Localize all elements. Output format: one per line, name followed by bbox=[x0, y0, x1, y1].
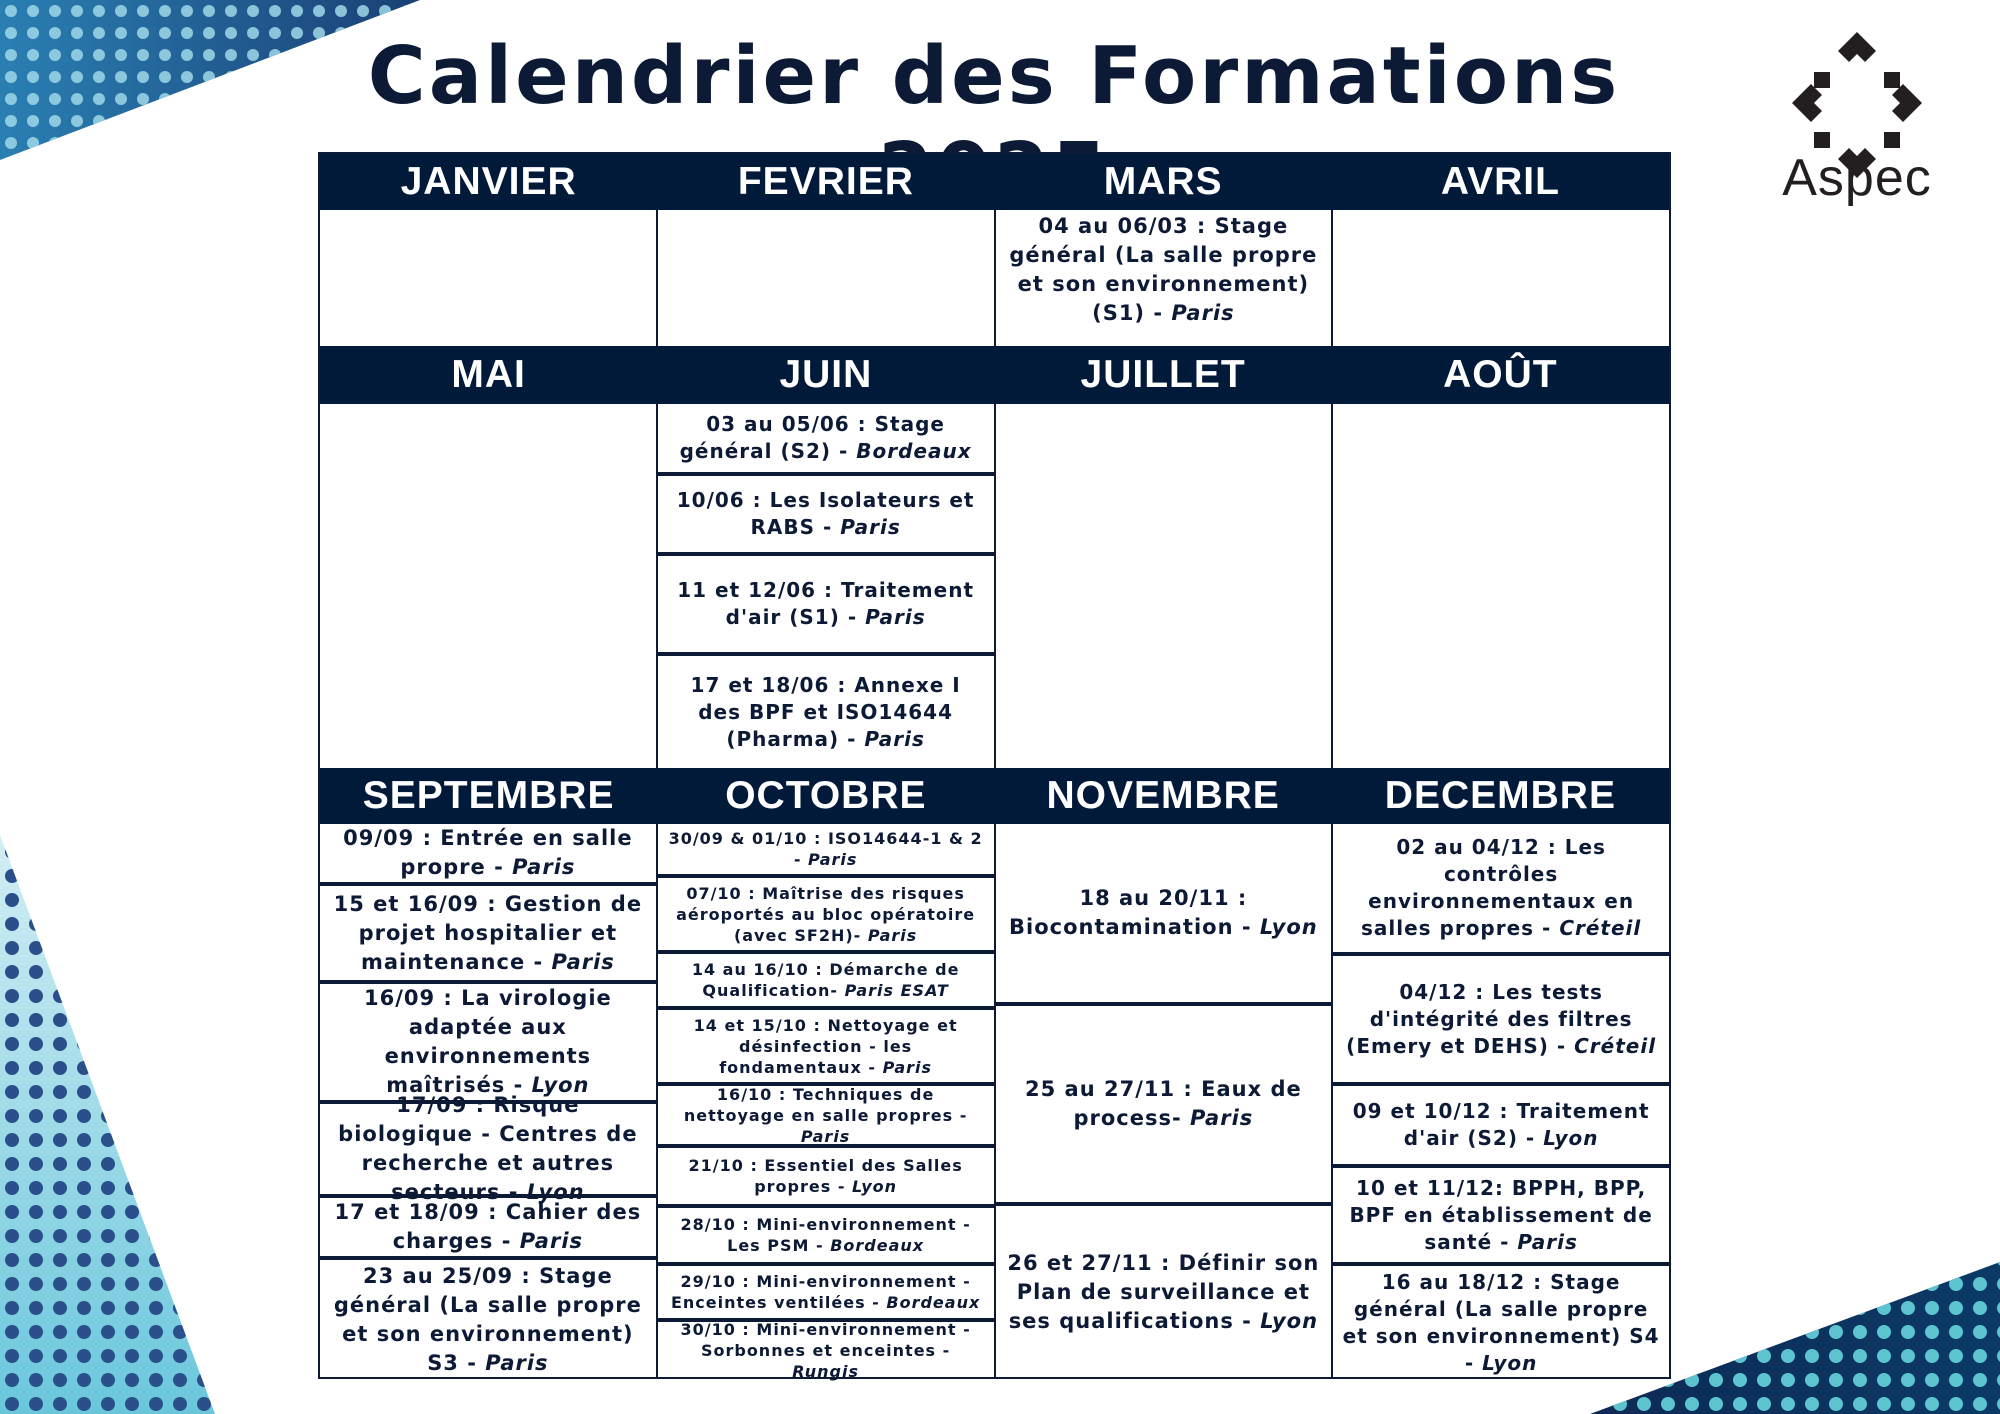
event-septembre-5: 17 et 18/09 : Cahier des charges - Paris bbox=[320, 1198, 656, 1260]
month-cell-octobre bbox=[658, 824, 996, 1379]
event-octobre-4: 14 et 15/10 : Nettoyage et désinfection - les fondamentaux - Paris bbox=[658, 1010, 994, 1086]
event-octobre-1: 30/09 & 01/10 : ISO14644-1 & 2 - Paris bbox=[658, 824, 994, 878]
month-cell-novembre bbox=[996, 824, 1334, 1379]
event-novembre-2: 25 au 27/11 : Eaux de process- Paris bbox=[996, 1006, 1332, 1206]
event-juin-4: 17 et 18/06 : Annexe I des BPF et ISO14644 (Pharma) - Paris bbox=[690, 672, 961, 751]
events-row-q1 bbox=[320, 210, 1669, 346]
month-cell-septembre bbox=[320, 824, 658, 1379]
month-cell-mars bbox=[996, 210, 1334, 346]
month-header-aout: AOÛT bbox=[1443, 353, 1558, 396]
event-octobre-5: 16/10 : Techniques de nettoyage en salle propres - Paris bbox=[658, 1086, 994, 1148]
month-header-juillet: JUILLET bbox=[1080, 353, 1246, 396]
page-title: Calendrier des Formations bbox=[367, 30, 1621, 122]
event-decembre-3: 09 et 10/12 : Traitement d'air (S2) - Lyon bbox=[1333, 1086, 1669, 1168]
month-cell-janvier bbox=[320, 210, 658, 346]
event-decembre-5: 16 au 18/12 : Stage général (La salle propre et son environnement) S4 - Lyon bbox=[1342, 1269, 1660, 1375]
bottom-left-corner-shape bbox=[0, 835, 215, 1414]
events-row-q3 bbox=[320, 824, 1669, 1379]
event-septembre-3: 16/09 : La virologie adaptée aux environnements maîtrisés - Lyon bbox=[320, 984, 656, 1104]
header-row-q1 bbox=[320, 154, 1669, 210]
month-cell-avril bbox=[1333, 210, 1669, 346]
event-octobre-6: 21/10 : Essentiel des Salles propres - Lyon bbox=[658, 1148, 994, 1208]
month-cell-aout bbox=[1333, 404, 1669, 768]
event-septembre-1: 09/09 : Entrée en salle propre - Paris bbox=[320, 824, 656, 886]
month-cell-juin bbox=[658, 404, 996, 768]
event-decembre-1: 02 au 04/12 : Les contrôles environnementaux en salles propres - Créteil bbox=[1333, 824, 1669, 956]
event-octobre-8: 29/10 : Mini-environnement - Enceintes ventilées - Bordeaux bbox=[658, 1266, 994, 1322]
event-septembre-2: 15 et 16/09 : Gestion de projet hospitalier et maintenance - Paris bbox=[320, 886, 656, 984]
event-septembre-6: 23 au 25/09 : Stage général (La salle propre et son environnement) S3 - Paris bbox=[333, 1263, 642, 1375]
event-octobre-9: 30/10 : Mini-environnement - Sorbonnes et enceintes - Rungis bbox=[680, 1320, 971, 1381]
event-mars-1: 04 au 06/03 : Stage général (La salle propre et son environnement) (S1) - Paris bbox=[1009, 214, 1318, 325]
month-cell-juillet bbox=[996, 404, 1334, 768]
month-header-novembre: NOVEMBRE bbox=[1046, 774, 1280, 817]
event-novembre-3: 26 et 27/11 : Définir son Plan de surveillance et ses qualifications - Lyon bbox=[1007, 1251, 1320, 1333]
event-novembre-1: 18 au 20/11 : Biocontamination - Lyon bbox=[996, 824, 1332, 1006]
month-header-juin: JUIN bbox=[779, 353, 873, 396]
month-header-mai: MAI bbox=[451, 353, 526, 396]
event-decembre-2: 04/12 : Les tests d'intégrité des filtres (Emery et DEHS) - Créteil bbox=[1333, 956, 1669, 1086]
month-header-avril: AVRIL bbox=[1440, 160, 1560, 203]
brand-name: Aspec bbox=[1782, 149, 1932, 207]
month-cell-mai bbox=[320, 404, 658, 768]
event-decembre-4: 10 et 11/12: BPPH, BPP, BPF en établissement de santé - Paris bbox=[1333, 1168, 1669, 1266]
event-octobre-7: 28/10 : Mini-environnement - Les PSM - Bordeaux bbox=[658, 1208, 994, 1266]
month-header-fevrier: FEVRIER bbox=[737, 160, 914, 203]
month-cell-fevrier bbox=[658, 210, 996, 346]
header-row-q3 bbox=[320, 768, 1669, 824]
header-row-q2 bbox=[320, 346, 1669, 404]
event-octobre-2: 07/10 : Maîtrise des risques aéroportés au bloc opératoire (avec SF2H)- Paris bbox=[658, 878, 994, 954]
calendar-table bbox=[318, 152, 1671, 1379]
event-octobre-3: 14 au 16/10 : Démarche de Qualification- Paris ESAT bbox=[658, 954, 994, 1010]
month-header-octobre: OCTOBRE bbox=[725, 774, 927, 817]
event-juin-1: 03 au 05/06 : Stage général (S2) - Bordeaux bbox=[658, 404, 994, 476]
event-juin-2: 10/06 : Les Isolateurs et RABS - Paris bbox=[658, 476, 994, 556]
event-septembre-4: 17/09 : Risque biologique - Centres de recherche et autres secteurs - Lyon bbox=[320, 1104, 656, 1198]
month-cell-decembre bbox=[1333, 824, 1669, 1379]
month-header-mars: MARS bbox=[1103, 160, 1223, 203]
month-header-decembre: DECEMBRE bbox=[1384, 774, 1616, 817]
events-row-q2 bbox=[320, 404, 1669, 768]
event-juin-3: 11 et 12/06 : Traitement d'air (S1) - Paris bbox=[658, 556, 994, 656]
month-header-septembre: SEPTEMBRE bbox=[362, 774, 615, 817]
month-header-janvier: JANVIER bbox=[400, 160, 577, 203]
